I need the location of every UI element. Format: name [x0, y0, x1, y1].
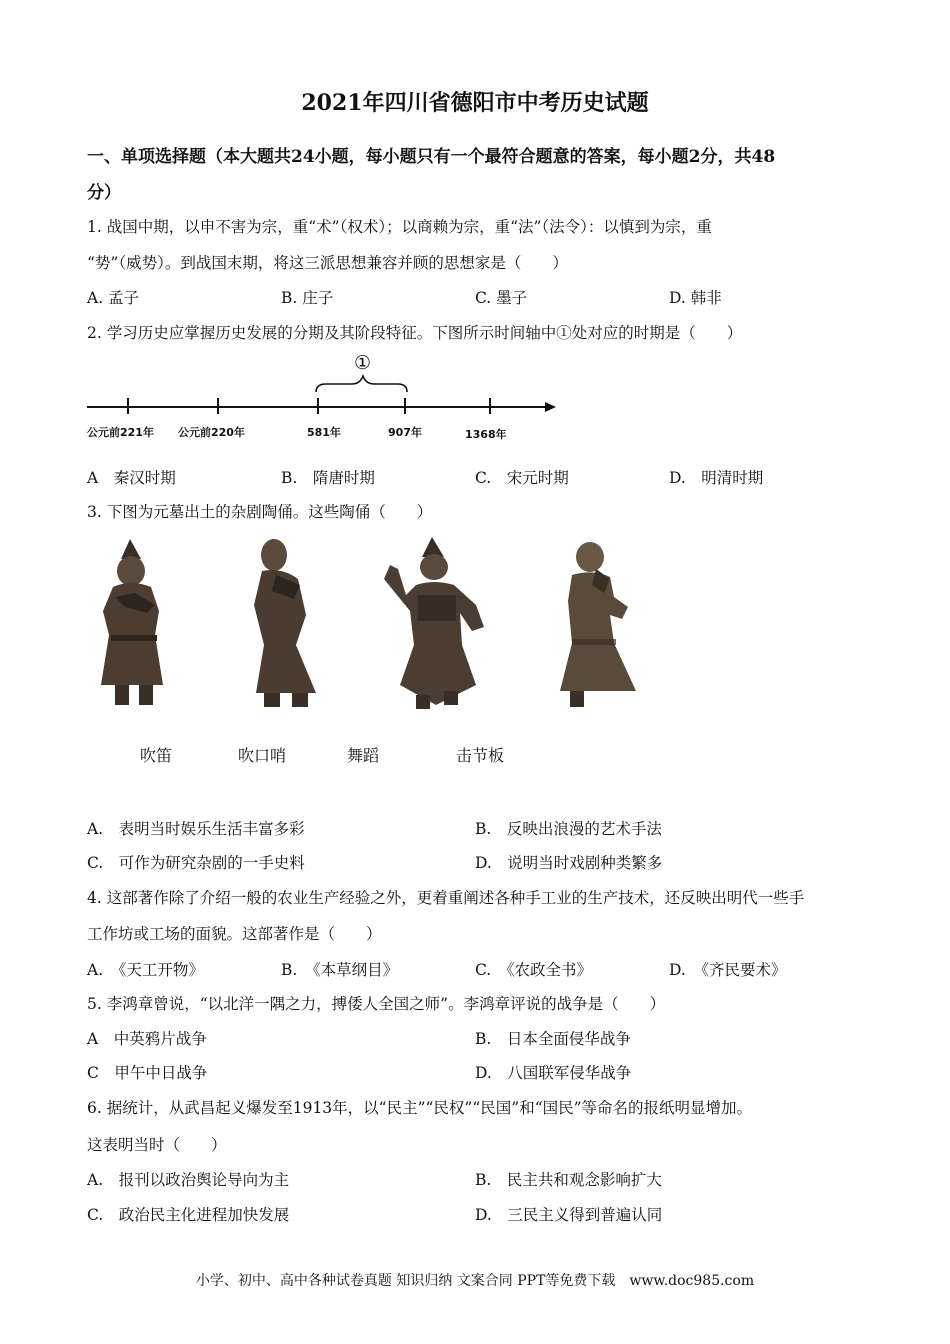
figurine-flute-image [85, 535, 185, 715]
q6-option-c: C. 政治民主化进程加快发展 [87, 1206, 290, 1224]
timeline-tick-label: 581年 [307, 426, 341, 439]
question-2-stem: 2. 学习历史应掌握历史发展的分期及其阶段特征。下图所示时间轴中①处对应的时期是（ ） [87, 324, 743, 342]
timeline-tick-label: 公元前220年 [178, 426, 245, 439]
q2-option-a: A 秦汉时期 [87, 469, 176, 487]
q4-option-d: D. 《齐民要术》 [669, 961, 787, 979]
q6-option-a: A. 报刊以政治舆论导向为主 [87, 1171, 290, 1189]
question-6-stem: 6. 据统计，从武昌起义爆发至1913年，以“民主”“民权”“民国”和“国民”等命名的报纸明显增加。 [87, 1099, 753, 1117]
figurine-whistle-image [236, 535, 336, 715]
timeline-tick-label: 公元前221年 [87, 426, 154, 439]
q4-option-a: A. 《天工开物》 [87, 961, 204, 979]
timeline-marker: ① [354, 352, 372, 374]
question-3-stem: 3. 下图为元墓出土的杂剧陶俑。这些陶俑（ ） [87, 503, 433, 521]
figurine-clapper-image [548, 535, 648, 715]
q3-option-b: B. 反映出浪漫的艺术手法 [475, 820, 662, 838]
q5-option-a: A 中英鸦片战争 [87, 1030, 207, 1048]
section-heading-cont: 分） [87, 183, 121, 203]
question-6-stem-cont: 这表明当时（ ） [87, 1136, 227, 1154]
figurine-dance-image [376, 535, 496, 715]
q4-option-c: C. 《农政全书》 [475, 961, 592, 979]
timeline-brace [316, 376, 407, 392]
q2-option-b: B. 隋唐时期 [281, 469, 375, 487]
timeline-tick-label: 1368年 [465, 428, 507, 441]
q1-option-c: C. 墨子 [475, 289, 528, 307]
q2-option-c: C. 宋元时期 [475, 469, 569, 487]
question-5-stem: 5. 李鸿章曾说，“以北洋一隅之力，搏倭人全国之师”。李鸿章评说的战争是（ ） [87, 995, 666, 1013]
question-4-stem-cont: 工作坊或工场的面貌。这部著作是（ ） [87, 925, 382, 943]
q5-option-b: B. 日本全面侵华战争 [475, 1030, 631, 1048]
q6-option-d: D. 三民主义得到普遍认同 [475, 1206, 663, 1224]
q3-option-d: D. 说明当时戏剧种类繁多 [475, 854, 663, 872]
q3-option-a: A. 表明当时娱乐生活丰富多彩 [87, 820, 305, 838]
page-footer: 小学、初中、高中各种试卷真题 知识归纳 文案合同 PPT等免费下载 www.doc985.com [195, 1273, 755, 1289]
q3-option-c: C. 可作为研究杂剧的一手史料 [87, 854, 305, 872]
question-4-stem: 4. 这部著作除了介绍一般的农业生产经验之外，更着重阐述各种手工业的生产技术，还反映出明代一些手 [87, 889, 805, 907]
figure-label: 吹口哨 [238, 746, 287, 765]
q4-option-b: B. 《本草纲目》 [281, 961, 399, 979]
q1-option-b: B. 庄子 [281, 289, 334, 307]
q6-option-b: B. 民主共和观念影响扩大 [475, 1171, 662, 1189]
timeline-arrow [545, 402, 556, 412]
q1-option-d: D. 韩非 [669, 289, 722, 307]
figure-label: 击节板 [456, 746, 505, 765]
q2-option-d: D. 明清时期 [669, 469, 764, 487]
q5-option-c: C 甲午中日战争 [87, 1064, 208, 1082]
question-1-stem-cont: “势”（威势）。到战国末期，将这三派思想兼容并顾的思想家是（ ） [87, 254, 568, 272]
q1-option-a: A. 孟子 [87, 289, 140, 307]
figure-label: 舞蹈 [347, 746, 380, 765]
page-title: 2021年四川省德阳市中考历史试题 [301, 90, 649, 116]
q5-option-d: D. 八国联军侵华战争 [475, 1064, 632, 1082]
figure-label: 吹笛 [140, 746, 173, 765]
question-1-stem: 1. 战国中期，以申不害为宗，重“术”（权术）；以商赖为宗，重“法”（法令）：以慎到为宗，重 [87, 218, 712, 236]
timeline-tick-label: 907年 [388, 426, 422, 439]
section-heading: 一、单项选择题（本大题共24小题，每小题只有一个最符合题意的答案，每小题2分，共48 [87, 147, 776, 167]
